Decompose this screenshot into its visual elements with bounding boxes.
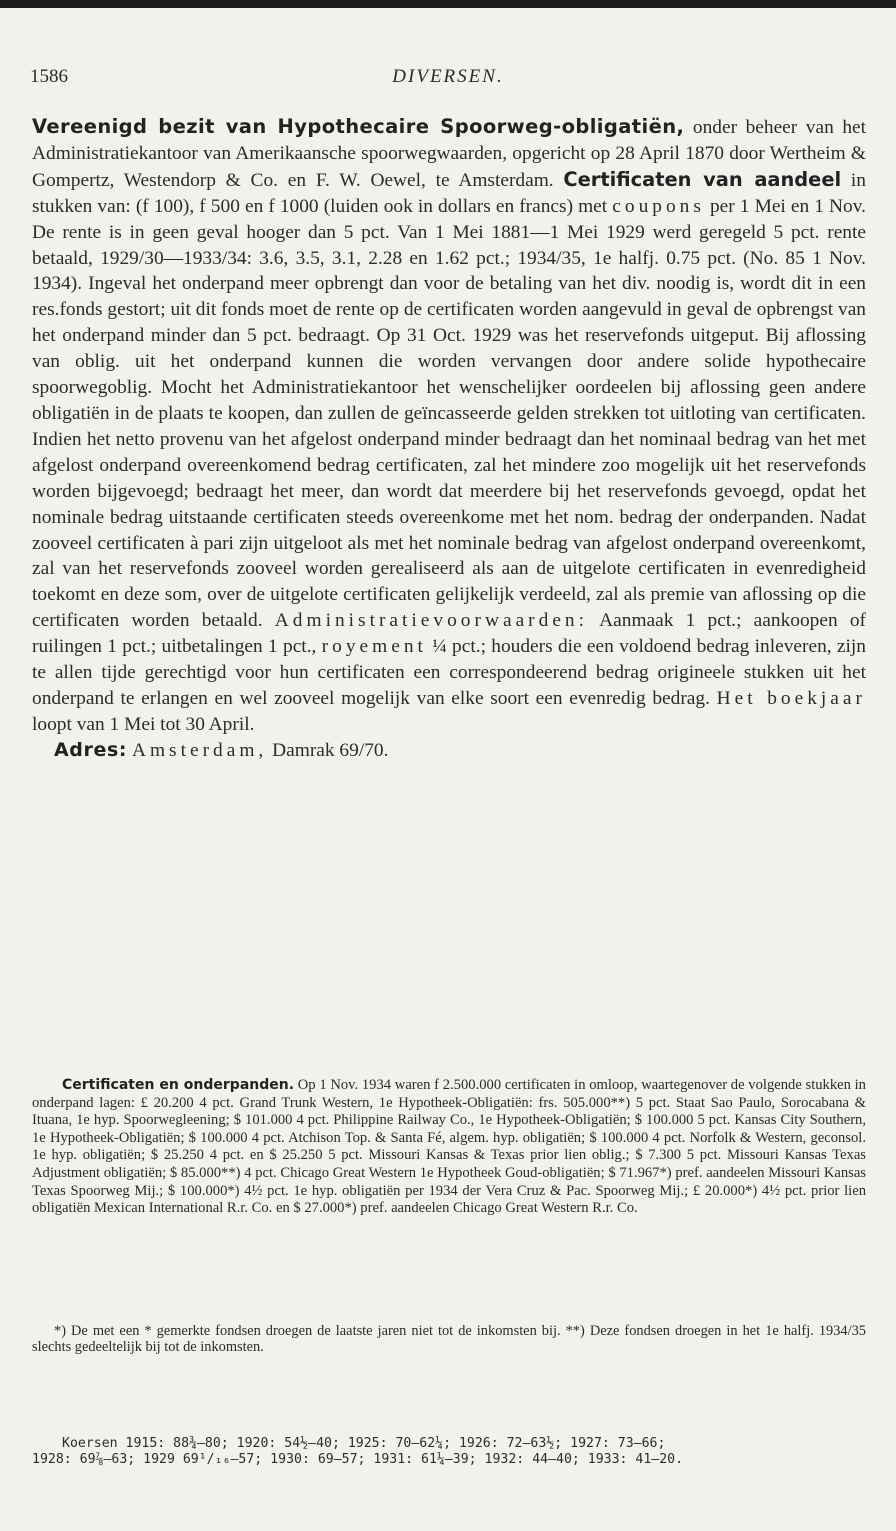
running-title: DIVERSEN.	[392, 66, 504, 87]
coupons-word: coupons	[612, 195, 705, 217]
koersen-section	[32, 1436, 866, 1468]
onderpanden-label: Certificaten en onderpanden.	[62, 1077, 295, 1093]
onderpanden-text: Op 1 Nov. 1934 waren f 2.500.000 certificaten in omloop, waartegenover de volgende stukken in onderpand lagen: £ 20.200 4 pct. Grand Trunk Western, 1e Hypotheek-Obligatiën: frs. 505.000**) 5 pct. Staat Sao Paulo, Sorocabana & Ituana, 1e hyp. Spoorwegleening; $ 101.000 4 pct. Philippine Railway Co., 1e Hypotheek-Obligatiën; $ 100.000 5 pct. Kansas City Southern, 1e Hypotheek-Obligatiën; $ 100.000 4 pct. Atchison Top. & Santa Fé, algem. hyp. obligatiën; $ 100.000 4 pct. Norfolk & Western, geconsol. 1e hyp. obligatiën; $ 25.250 4 pct. en $ 25.250 5 pct. Missouri Kansas & Texas prior lien oblig.; $ 7.300 5 pct. Missouri Kansas Texas Adjustment obligatiën; $ 85.000**) 4 pct. Chicago Great Western 1e Hypotheek Goud-obligatiën; $ 71.967*) pref. aandeelen Missouri Kansas Texas Spoorweg Mij.; $ 100.000*) 4½ pct. 1e hyp. obligatiën per 1934 der Vera Cruz & Pac. Spoorweg Mij.; £ 20.000*) 4½ pct. prior lien obligatiën Mexican International R.r. Co. en $ 27.000*) pref. aandeelen Chicago Great Western R.r. Co.	[32, 1077, 866, 1217]
boekjaar-text: loopt van 1 Mei tot 30 April.	[32, 713, 255, 735]
koersen-line-1: Koersen 1915: 88¾—80; 1920: 54½—40; 1925: 70—62¼; 1926: 72—63½; 1927: 73—66;	[62, 1436, 666, 1451]
boekjaar-word: Het boekjaar	[716, 687, 866, 709]
intro-text: onder beheer van het Administratiekantoor van Amerikaansche spoorwegwaarden, opgericht op 28 April 1870 door Wertheim & Gompertz, Westendorp & Co. en F. W. Oewel, te Amsterdam.	[32, 117, 867, 191]
adres-street: Damrak 69/70.	[272, 739, 389, 761]
page-header	[30, 66, 866, 96]
rente-text: per 1 Mei en 1 Nov. De rente is in geen geval hooger dan 5 pct. Van 1 Mei 1881—1 Mei 1929 werd geregeld 5 pct. rente betaald, 1929/30—1933/34: 3.6, 3.5, 3.1, 2.28 en 1.62 pct.; 1934/35, 1e halfj. 0.75 pct. (No. 85 1 Nov. 1934). Ingeval het onderpand meer opbrengt dan voor de betaling van het div. noodig is, wordt dit in een res.fonds gestort; uit dit fonds moet de rente op de certificaten worden aangevuld in geval de opbrengst van het onderpand minder dan 5 pct. bedraagt. Op 31 Oct. 1929 was het reservefonds uitgeput. Bij aflossing van oblig. uit het onderpand kunnen die worden vervangen door andere solide hypothecaire spoorwegoblig. Mocht het Administratiekantoor het wenschelijker oordeelen bij aflossing geen andere obligatiën in de plaats te koopen, dan zullen de geïncasseerde gelden strekken tot uitloting van certificaten. Indien het netto provenu van het afgelost onderpand minder bedraagt dan het nominaal bedrag van het met afgelost onderpand overeenkomend bedrag certificaten, zal het mindere zoo mogelijk uit het reservefonds worden bijgevoegd; bedraagt het meer, dan wordt dat meerdere bij het reservefonds gevoegd, opdat het nominale bedrag uitstaande certificaten steeds overeenkome met het nom. bedrag der onderpanden. Nadat zooveel certificaten à pari zijn uitgeloot als met het nominale bedrag van afgelost onderpand overeenkomt, zal van het reservefonds zooveel worden gerealiseerd als aan de uitgelote certificaten in evenredigheid toekomt en deze som, over de uitgelote certificaten gelijkelijk verdeeld, zal als premie van aflossing op die certificaten worden betaald.	[32, 195, 866, 632]
entry-title: Vereenigd bezit van Hypothecaire Spoorweg-obligatiën,	[32, 115, 685, 138]
adres-city: Amsterdam,	[131, 739, 268, 761]
onderpanden-section	[32, 1077, 866, 1218]
address-line	[32, 738, 866, 764]
footnote-section	[32, 1324, 866, 1355]
denominations-text: in stukken van: (f 100), f 500 en f 1000 (luiden ook in dollars en francs) met	[32, 169, 866, 217]
certificaten-label: Certificaten van aandeel	[563, 167, 842, 191]
footnote-text: *) De met een * gemerkte fondsen droegen de laatste jaren niet tot de inkomsten bij. **) Deze fondsen droegen in het 1e halfj. 1934/35 slechts gedeeltelijk bij tot de inkomsten.	[32, 1323, 866, 1355]
adres-label: Adres:	[54, 738, 128, 761]
koersen-line-2: 1928: 69⅞—63; 1929 69¹/₁₆—57; 1930: 69—57; 1931: 61¼—39; 1932: 44—40; 1933: 41—20.	[32, 1452, 684, 1467]
royement-word: royement	[321, 636, 427, 658]
onderpanden-paragraph	[32, 1077, 866, 1218]
page-number: 1586	[30, 66, 68, 87]
administratievoorwaarden-word: Administratievoorwaarden:	[274, 610, 589, 632]
voorwaarden-text: Aanmaak 1 pct.; aankoopen of ruilingen 1 pct.; uitbetalingen 1 pct.,	[32, 610, 867, 658]
houders-text: ¼ pct.; houders die een voldoend bedrag inleveren, zijn te allen tijde gerechtigd voor hun certificaten een correspondeerend bedrag origineele stukken uit het onderpand te erlangen en wel zooveel mogelijk van elke soort een evenredig bedrag.	[32, 636, 866, 709]
main-paragraph	[32, 114, 866, 738]
main-entry	[32, 114, 866, 764]
